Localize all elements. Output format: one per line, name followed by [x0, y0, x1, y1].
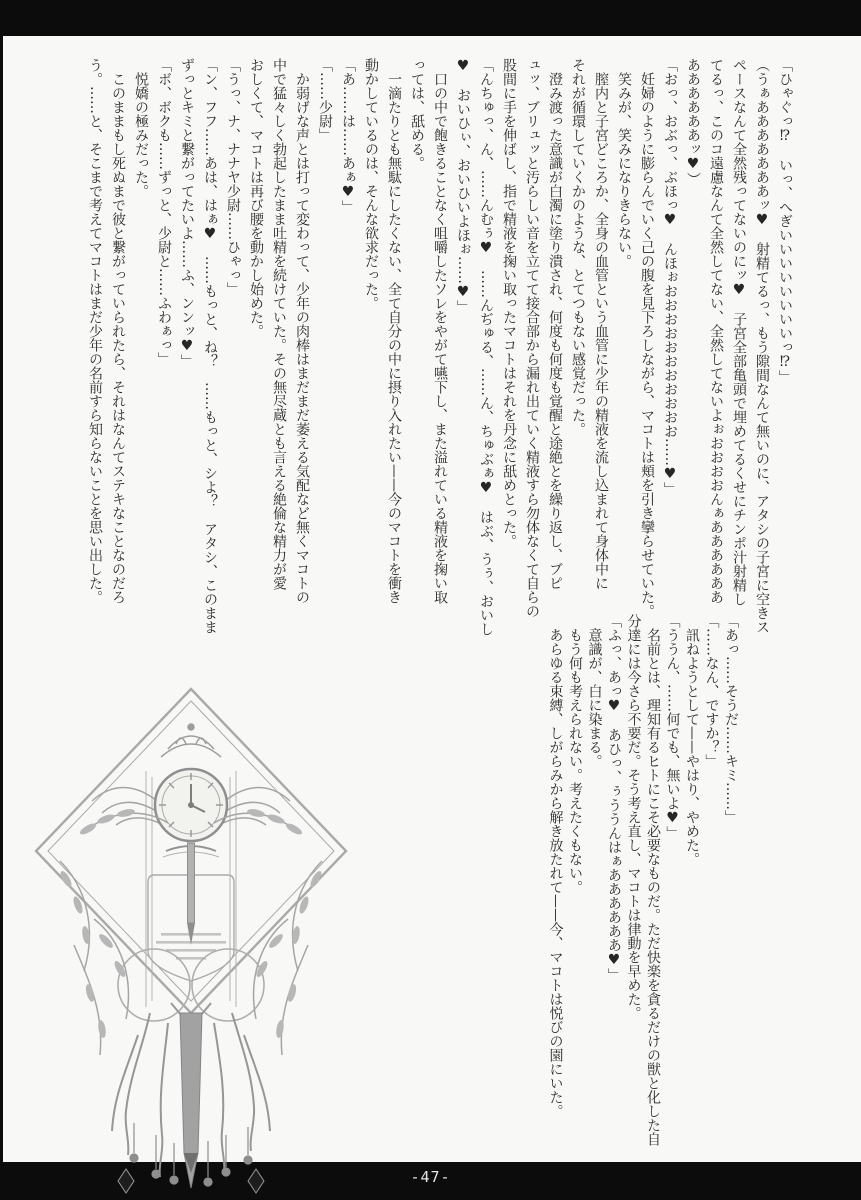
- text-line: このままもし死ぬまで彼と繋がっていられたら、それはなんてステキなことなのだろ: [110, 72, 126, 604]
- text-line: 「んちゅっ、ん、……んむぅ♥ ……んぢゅる、……ん、ちゅぶぁ♥ はぶ、うぅ、おいし: [478, 58, 494, 636]
- text-line: 「あっ……そうだ……キミ……」: [723, 614, 739, 824]
- text-line: 「あ……は……あぁ♥」: [340, 58, 356, 214]
- text-line: う。……と、そこまで考えてマコトはまだ少年の名前すら知らないことを思い出した。: [87, 58, 103, 604]
- text-line: 「ボ、ボクも……ずっと、少尉と……ふわぁっ」: [156, 58, 172, 366]
- text-line: てるっ、このコ遠慮なんて全然してない、全然してないよぉおおおおんぁああああああ: [708, 58, 724, 604]
- top-border: [0, 0, 861, 36]
- text-line: 「ン、フフ……あは、はぁ♥ ……もっと、ね？ ……もっと、シよ？ アタシ、このまま: [202, 58, 218, 634]
- text-line: 「ふっ、あっ♥ あひっ、ぅううんはぁああああああ♥」: [606, 614, 622, 982]
- text-line: 名前とは、理知有るヒトにこそ必要なものだ。ただ快楽を貪るだけの獣と化した自: [645, 628, 661, 1146]
- text-line: ♥ おいひぃ、おいひいよほぉ……♥」: [455, 58, 471, 314]
- text-line: 意識が、白に染まる。: [586, 628, 603, 768]
- text-line: もう何も考えられない。考えたくもない。: [567, 628, 583, 894]
- text-line: （うぁあああああああッ♥ 射精てるっ、もう隙間なんて無いのに、アタシの子宮に空きス: [754, 58, 770, 634]
- text-line: 「ううん、……何でも、無いよ♥」: [664, 614, 681, 840]
- clock-face-icon: [155, 769, 227, 841]
- text-line: 「ひゃぐっ⁉ いっ、へぎいいいいいいいいっ⁉」: [777, 58, 793, 384]
- text-line: ペースなんて全然残ってないのにッ♥ 子宮全部亀頭で埋めてるくせにチンポ汁射精し: [731, 58, 747, 606]
- text-line: 動かしているのは、そんな欲求だった。: [363, 58, 379, 310]
- crown-ornament: [161, 724, 221, 757]
- root-tendrils: [112, 1013, 270, 1193]
- story-text-block-lower: [545, 614, 740, 1146]
- text-line: 「……なん、ですか？」: [703, 614, 720, 768]
- text-line: 股間に手を伸ばし、指で精液を掬い取ったマコトはそれを丹念に舐めとった。: [501, 58, 517, 548]
- sword-icon: [163, 843, 219, 945]
- page-number: -47-: [410, 1168, 451, 1186]
- text-line: 分達には今さら不要だ。そう考え直し、マコトは律動を早めた。: [625, 614, 642, 1020]
- story-text-block-upper: [83, 58, 796, 636]
- text-line: ずっとキミと繋がってたいよ……ふ、ンンッ♥」: [179, 58, 195, 368]
- text-line: 訊ねようとして——やはり、やめた。: [684, 628, 700, 866]
- text-line: 一滴たりとも無駄にしたくない、全て自分の中に摂り入れたい——今のマコトを衝き: [386, 72, 402, 604]
- text-line: 「……少尉」: [317, 58, 333, 142]
- text-line: 悦嬌の極みだった。: [133, 72, 149, 198]
- text-line: 笑みが、笑みになりきらない。: [616, 72, 632, 268]
- text-line: 「うっ、ナ、ナナヤ少尉……ひゃっ」: [225, 58, 241, 296]
- text-line: 口の中で飽きることなく咀嚼したソレをやがて嚥下し、また溢れている精液を掬い取: [432, 72, 448, 604]
- left-border: [0, 0, 3, 1200]
- text-line: 中で猛々しく勃起したまま吐精を続けていた。その無尽蔵とも言える絶倫な精力が愛: [271, 58, 287, 590]
- text-line: っては、舐める。: [409, 58, 425, 170]
- text-line: あらゆる束縛、しがらみから解き放たれて——今、マコトは悦びの園にいた。: [547, 628, 564, 1118]
- text-line: か弱げな声とは打って変わって、少年の肉棒はまだまだ萎える気配など無くマコトの: [294, 72, 310, 604]
- text-line: ああああああッ♥）: [685, 58, 701, 186]
- text-line: 膣内と子宮どころか、全身の血管という血管に少年の精液を流し込まれて身体中に: [593, 72, 609, 590]
- ornate-clock-emblem-illustration: [30, 683, 352, 1200]
- text-line: 澄み渡った意識が白濁に塗り潰され、何度も何度も覚醒と途絶とを繰り返し、ブピ: [547, 72, 563, 590]
- text-line: それが循環していくかのような、とてつもない感覚だった。: [570, 58, 586, 436]
- text-line: おしくて、マコトは再び腰を動かし始めた。: [248, 58, 264, 338]
- text-line: 妊婦のように膨らんでいく己の腹を見下ろしながら、マコトは頬を引き攣らせていた。: [639, 72, 655, 618]
- text-line: 「おっ、おぶっ、ぶほっ♥ んほぉおおおおおおおおおおお……♥」: [662, 58, 678, 496]
- text-line: ュッ、ブリュッと汚らしい音を立てて接合部から漏れ出ていく精液すら勿体なくて自らの: [524, 58, 540, 618]
